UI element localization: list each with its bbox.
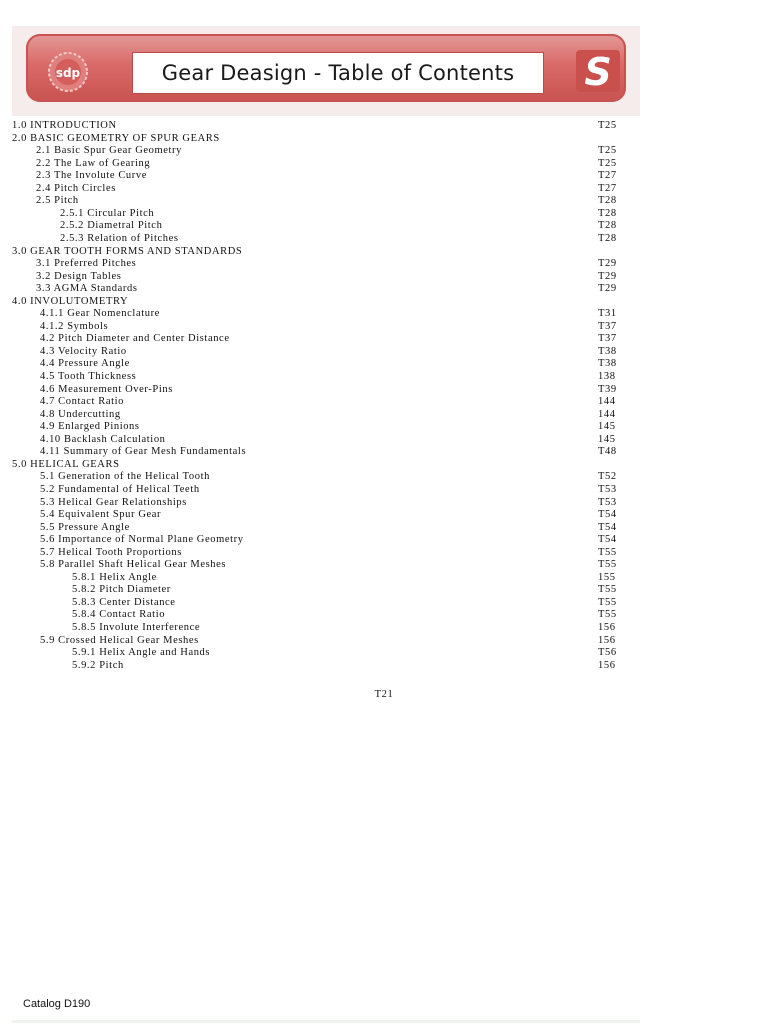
- toc-entry-label: 5.6 Importance of Normal Plane Geometry: [40, 534, 244, 546]
- toc-row: [0, 559, 768, 572]
- toc-entry-label: 5.8.2 Pitch Diameter: [72, 584, 171, 596]
- toc-entry-label: 4.1.1 Gear Nomenclature: [40, 308, 160, 320]
- toc-entry-label: 5.8.3 Center Distance: [72, 596, 176, 608]
- toc-row: [0, 622, 768, 635]
- header-bar: [26, 34, 626, 102]
- toc-row: [0, 534, 768, 547]
- toc-row: [0, 258, 768, 271]
- toc-entry-label: 3.0 GEAR TOOTH FORMS AND STANDARDS: [12, 245, 243, 257]
- title-panel: [132, 52, 544, 94]
- s-logo-text: S: [584, 50, 612, 94]
- toc-row: [0, 484, 768, 497]
- toc-entry-page: T25: [598, 145, 617, 157]
- toc-entry-page: T55: [598, 546, 617, 558]
- toc-entry-page: T25: [598, 157, 617, 169]
- toc-entry-label: 4.3 Velocity Ratio: [40, 345, 127, 357]
- toc-entry-label: 4.8 Undercutting: [40, 408, 121, 420]
- toc-entry-page: 145: [598, 433, 616, 445]
- toc-row: [0, 459, 768, 472]
- toc-entry-label: 4.7 Contact Ratio: [40, 396, 124, 408]
- toc-row: [0, 246, 768, 259]
- toc-row: [0, 421, 768, 434]
- toc-row: [0, 471, 768, 484]
- toc-entry-label: 4.2 Pitch Diameter and Center Distance: [40, 333, 230, 345]
- toc-entry-label: 4.10 Backlash Calculation: [40, 433, 166, 445]
- toc-row: [0, 283, 768, 296]
- sdp-logo-icon: [46, 50, 90, 94]
- toc-row: [0, 333, 768, 346]
- toc-entry-label: 4.5 Tooth Thickness: [40, 371, 137, 382]
- toc-entry-label: 2.0 BASIC GEOMETRY OF SPUR GEARS: [12, 132, 220, 144]
- toc-entry-label: 5.8 Parallel Shaft Helical Gear Meshes: [40, 559, 227, 571]
- toc-entry-label: 5.9.1 Helix Angle and Hands: [72, 647, 211, 659]
- toc-entry-page: T28: [598, 220, 617, 232]
- toc-entry-page: T28: [598, 207, 617, 219]
- toc-entry-page: T27: [598, 170, 617, 182]
- toc-entry-page: T56: [598, 647, 617, 659]
- toc-row: [0, 647, 768, 660]
- toc-entry-page: T38: [598, 358, 617, 370]
- toc-entry-label: 2.1 Basic Spur Gear Geometry: [36, 145, 182, 157]
- toc-row: [0, 597, 768, 610]
- toc-entry-page: T48: [598, 446, 617, 458]
- toc-entry-page: 156: [598, 659, 616, 671]
- toc-entry-page: 156: [598, 634, 616, 646]
- toc-row: [0, 220, 768, 233]
- toc-entry-label: 4.4 Pressure Angle: [40, 358, 130, 370]
- toc-entry-label: 3.2 Design Tables: [36, 270, 122, 282]
- toc-entry-page: T37: [598, 333, 617, 345]
- toc-entry-page: T55: [598, 584, 617, 596]
- toc-entry-page: 145: [598, 421, 616, 433]
- toc-entry-label: 5.9 Crossed Helical Gear Meshes: [40, 634, 199, 646]
- toc-row: [0, 509, 768, 522]
- toc-row: [0, 158, 768, 171]
- toc-entry-label: 3.1 Preferred Pitches: [36, 258, 137, 270]
- toc-entry-label: 2.5.3 Relation of Pitches: [60, 232, 179, 244]
- toc-entry-page: T28: [598, 232, 617, 244]
- toc-entry-label: 5.8.1 Helix Angle: [72, 571, 157, 583]
- toc-entry-page: T55: [598, 559, 617, 571]
- toc-entry-label: 4.11 Summary of Gear Mesh Fundamentals: [40, 446, 247, 458]
- toc-entry-page: T54: [598, 509, 617, 521]
- toc-row: [0, 195, 768, 208]
- toc-entry-page: T39: [598, 383, 617, 395]
- toc-row: [0, 371, 768, 384]
- toc-entry-page: 138: [598, 371, 616, 382]
- toc-entry-label: 4.1.2 Symbols: [40, 320, 109, 332]
- sdp-logo-text: sdp: [55, 66, 81, 80]
- toc-entry-page: 144: [598, 396, 616, 408]
- toc-row: [0, 145, 768, 158]
- toc-row: [0, 170, 768, 183]
- toc-row: [0, 609, 768, 622]
- toc-row: [0, 358, 768, 371]
- toc-entry-label: 5.7 Helical Tooth Proportions: [40, 546, 182, 558]
- toc-row: [0, 120, 768, 133]
- toc-row: [0, 584, 768, 597]
- toc-entry-page: T31: [598, 308, 617, 320]
- catalog-label: Catalog D190: [23, 998, 91, 1010]
- toc-entry-label: 5.5 Pressure Angle: [40, 521, 130, 533]
- toc-entry-page: T27: [598, 182, 617, 194]
- toc-entry-label: 4.9 Enlarged Pinions: [40, 421, 140, 433]
- toc-row: [0, 133, 768, 146]
- toc-entry-page: T52: [598, 471, 617, 483]
- toc-entry-page: T25: [598, 120, 617, 131]
- toc-entry-page: T55: [598, 596, 617, 608]
- toc-row: [0, 396, 768, 409]
- toc-entry-label: 2.2 The Law of Gearing: [36, 157, 151, 169]
- page-number: T21: [374, 689, 394, 700]
- toc-entry-page: T54: [598, 521, 617, 533]
- toc-entry-label: 4.0 INVOLUTOMETRY: [12, 295, 129, 307]
- toc-entry-label: 5.8.5 Involute Interference: [72, 622, 201, 633]
- toc-entry-page: T55: [598, 609, 617, 621]
- bottom-divider: [12, 1020, 640, 1023]
- toc-entry-label: 4.6 Measurement Over-Pins: [40, 383, 173, 395]
- toc-row: [0, 321, 768, 334]
- toc-row: [0, 296, 768, 309]
- toc-entry-label: 1.0 INTRODUCTION: [12, 120, 117, 131]
- toc-entry-page: T37: [598, 320, 617, 332]
- toc-row: [0, 308, 768, 321]
- s-logo-icon: [574, 48, 622, 94]
- toc-row: [0, 660, 768, 673]
- header-banner: [12, 26, 640, 116]
- toc-entry-label: 3.3 AGMA Standards: [36, 283, 138, 295]
- toc-entry-page: T38: [598, 345, 617, 357]
- toc-row: [0, 572, 768, 585]
- toc-entry-label: 5.1 Generation of the Helical Tooth: [40, 471, 210, 483]
- toc-entry-page: T29: [598, 270, 617, 282]
- toc-entry-label: 5.0 HELICAL GEARS: [12, 458, 120, 470]
- page-title: Gear Deasign - Table of Contents: [161, 61, 515, 85]
- toc-entry-label: 2.5.2 Diametral Pitch: [60, 220, 163, 232]
- toc-row: [0, 384, 768, 397]
- toc-entry-label: 5.8.4 Contact Ratio: [72, 609, 166, 621]
- toc-entry-page: T28: [598, 195, 617, 207]
- toc-row: [0, 208, 768, 221]
- toc-row: [0, 409, 768, 422]
- toc-row: [0, 497, 768, 510]
- toc-row: [0, 522, 768, 535]
- toc-entry-page: 155: [598, 571, 616, 583]
- toc-row: [0, 547, 768, 560]
- toc-entry-page: T53: [598, 483, 617, 495]
- toc-row: [0, 635, 768, 648]
- toc-row: [0, 183, 768, 196]
- toc-entry-label: 2.5.1 Circular Pitch: [60, 207, 155, 219]
- toc-entry-page: 156: [598, 622, 616, 633]
- toc-entry-page: T53: [598, 496, 617, 508]
- toc-entry-label: 5.9.2 Pitch: [72, 659, 124, 671]
- toc-entry-page: T29: [598, 283, 617, 295]
- toc-entry-label: 5.4 Equivalent Spur Gear: [40, 509, 162, 521]
- toc-entry-label: 2.3 The Involute Curve: [36, 170, 147, 182]
- toc-entry-page: T29: [598, 258, 617, 270]
- toc-row: [0, 271, 768, 284]
- toc-entry-label: 2.4 Pitch Circles: [36, 182, 116, 194]
- toc-row: [0, 346, 768, 359]
- toc-entry-page: T54: [598, 534, 617, 546]
- toc-entry-label: 5.2 Fundamental of Helical Teeth: [40, 483, 200, 495]
- toc-entry-page: 144: [598, 408, 616, 420]
- toc-row: [0, 233, 768, 246]
- toc-entry-label: 2.5 Pitch: [36, 195, 79, 207]
- toc-row: [0, 446, 768, 459]
- toc-entry-label: 5.3 Helical Gear Relationships: [40, 496, 187, 508]
- toc-row: [0, 434, 768, 447]
